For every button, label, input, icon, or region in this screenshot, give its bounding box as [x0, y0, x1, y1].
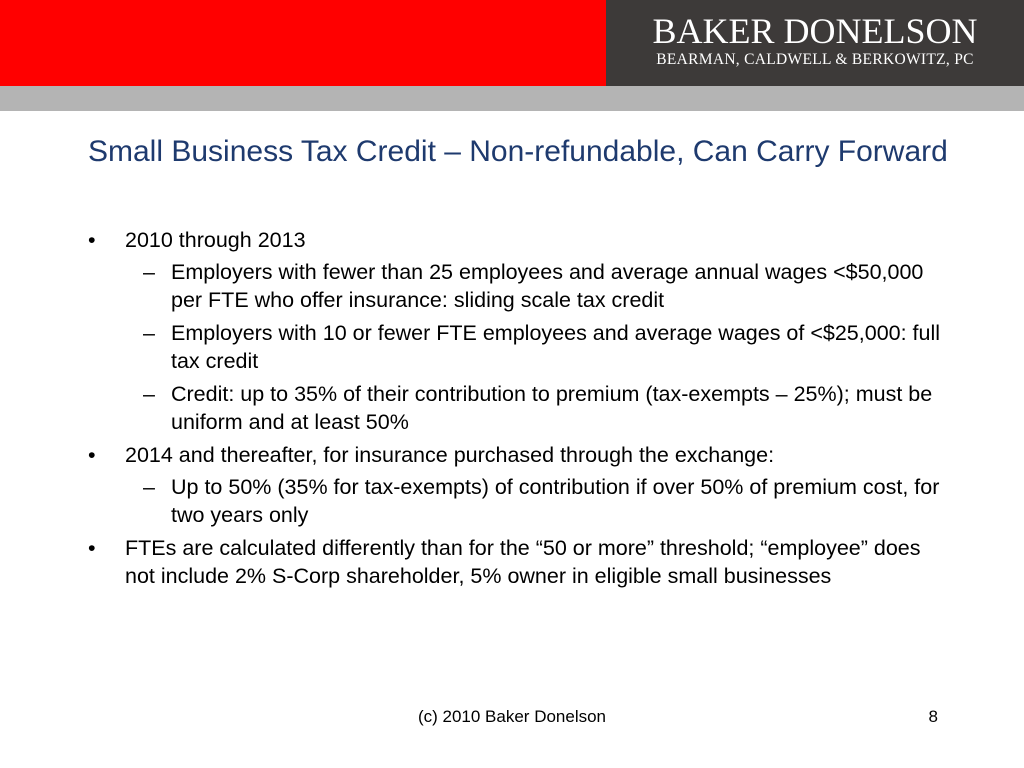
footer-copyright: (c) 2010 Baker Donelson — [417, 707, 607, 726]
bullet-text: FTEs are calculated differently than for the “50 or more” threshold; “employee” does not include 2% S-Corp shareholder, 5% owner in eligible small businesses — [125, 536, 921, 588]
header-red-bar — [0, 0, 606, 86]
bullet-marker: • — [88, 228, 96, 252]
sub-list — [125, 258, 948, 436]
sub-marker: – — [143, 475, 155, 499]
sub-text: Employers with fewer than 25 employees and average annual wages <$50,000 per FTE who offer insurance: sliding scale tax credit — [171, 260, 924, 312]
sub-item — [125, 319, 948, 375]
header-gray-band — [0, 86, 1024, 111]
sub-marker: – — [143, 260, 155, 284]
sub-list — [125, 473, 948, 529]
bullet-marker: • — [88, 443, 96, 467]
bullet-item — [88, 441, 948, 529]
bullet-item — [88, 226, 948, 436]
page-number: 8 — [928, 707, 938, 726]
brand-logo — [606, 0, 1024, 86]
bullet-list — [88, 226, 948, 595]
sub-text: Up to 50% (35% for tax-exempts) of contribution if over 50% of premium cost, for two years only — [171, 475, 940, 527]
sub-item — [125, 258, 948, 314]
sub-marker: – — [143, 321, 155, 345]
sub-text: Employers with 10 or fewer FTE employees and average wages of <$25,000: full tax credit — [171, 321, 941, 373]
bullet-item — [88, 534, 948, 590]
bullet-text: 2014 and thereafter, for insurance purchased through the exchange: — [125, 443, 775, 467]
brand-subtitle: BEARMAN, CALDWELL & BERKOWITZ, PC — [656, 51, 974, 68]
sub-item — [125, 380, 948, 436]
bullet-text: 2010 through 2013 — [125, 228, 306, 252]
sub-marker: – — [143, 382, 155, 406]
slide-title: Small Business Tax Credit – Non-refundable, Can Carry Forward — [88, 135, 948, 168]
sub-text: Credit: up to 35% of their contribution to premium (tax-exempts – 25%); must be uniform and at least 50% — [171, 382, 933, 434]
brand-name: BAKER DONELSON — [652, 11, 978, 51]
sub-item — [125, 473, 948, 529]
bullet-marker: • — [88, 536, 96, 560]
